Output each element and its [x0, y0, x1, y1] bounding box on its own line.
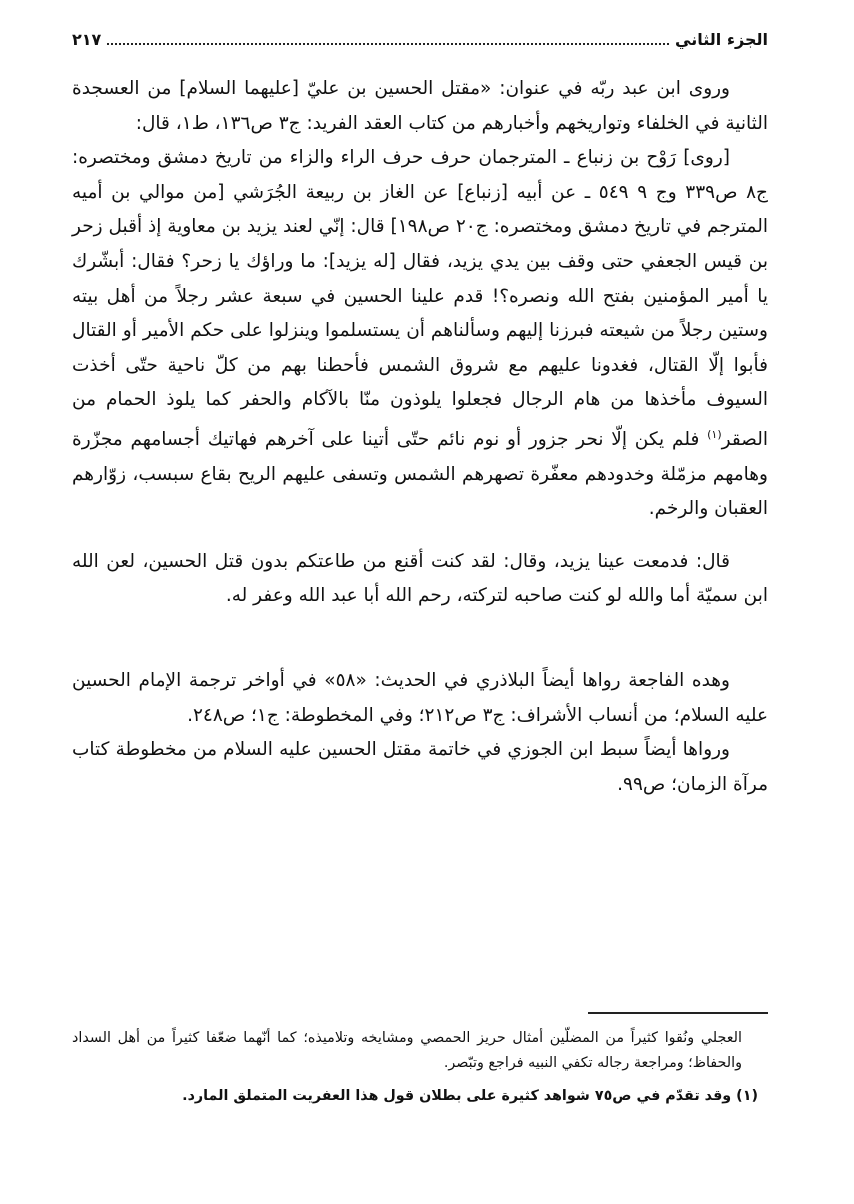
footnotes: [72, 1026, 758, 1109]
footnote-continued: العجلي ونُقوا كثيراً من المضلّين أمثال حريز الحمصي ومشايخه وتلاميذه؛ كما أنّهما ضعّفا كثيراً من أهل السداد والحفاظ؛ ومراجعة رجاله تكفي النبيه فراجع وتبّصر.: [72, 1030, 742, 1071]
paragraph-baladhuri: وهده الفاجعة رواها أيضاً البلاذري في الحديث: «٥٨» في أواخر ترجمة الإمام الحسين عليه السلام؛ من أنساب الأشراف: ج٣ ص٢١٢؛ وفي المخطوطة: ج١؛ ص٢٤٨.: [72, 670, 768, 726]
header-dot-leader: [107, 33, 669, 45]
footnote-separator: [588, 1012, 768, 1014]
paragraph-sibt: ورواها أيضاً سبط ابن الجوزي في خاتمة مقتل الحسين عليه السلام من مخطوطة كتاب مرآة الزمان؛ ص٩٩.: [72, 739, 768, 795]
paragraph-intro: وروى ابن عبد ربّه في عنوان: «مقتل الحسين بن عليّ [عليهما السلام] من العسجدة الثانية في الخلفاء وتواريخهم وأخبارهم من كتاب العقد الفريد: ج٣ ص١٣٦، ط١، قال:: [72, 78, 768, 134]
page-number: ٢١٧: [72, 29, 102, 49]
main-text: [72, 72, 768, 802]
paragraph-narration: [72, 141, 768, 527]
footnote-1-marker: (١): [736, 1088, 758, 1104]
running-header: [72, 24, 768, 54]
running-title: الجزء الثاني: [675, 29, 768, 49]
narration-text-continued: فلم يكن إلّا نحر جزور أو نوم نائم حتّى أتينا على آخرهم فهاتيك أجسامهم مجزّرة وهامهم مزمّلة وخدودهم معفّرة تصهرهم الشمس وتسفى عليهم الريح بقاع سبسب، زوّارهم العقبان والرخم.: [72, 429, 768, 520]
narration-text: [روى] رَوْح بن زنباع ـ المترجمان حرف حرف الراء والزاء من تاريخ دمشق ومختصره: ج٨ ص٣٣٩ وج ٩ ٥٤٩ ـ عن أبيه [زنباع] عن الغاز بن ربيعة الجُرَشي [من موالي بن أميه المترجم في تاريخ دمشق ومختصره: ج٢٠ ص١٩٨] قال: إنّي لعند يزيد بن معاوية إذ أقبل زحر بن قيس الجعفي حتى وقف بين يدي يزيد، فقال [له يزيد]: ما وراؤك يا زحر؟ فقال: أبشّرك يا أمير المؤمنين بفتح الله ونصره؟! قدم علينا الحسين في سبعة عشر رجلاً من أهل بيته وستين رجلاً من شيعته فبرزنا إليهم وسألناهم أن يستسلموا وينزلوا على حكم الأمير أو القتال فأبوا إلّا القتال، فغدونا عليهم مع شروق الشمس فأحطنا بهم من كلّ ناحية حتّى أخذت السيوف مأخذها من هام الرجال فجعلوا يلوذون منّا بالآكام والحفر كما يلوذ الحمام من الصقر: [72, 147, 768, 451]
footnote-reference[interactable]: (١): [707, 427, 722, 441]
footnote-1-text: وقد تقدّم في ص٧٥ شواهد كثيرة على بطلان قول هذا العفريت المتملق المارد.: [182, 1088, 737, 1104]
paragraph-yazid-reply: قال: فدمعت عينا يزيد، وقال: لقد كنت أقنع من طاعتكم بدون قتل الحسين، لعن الله ابن سميّة أما والله لو كنت صاحبه لتركته، رحم الله أبا عبد الله وعفر له.: [72, 550, 768, 607]
footnote-1: [72, 1084, 758, 1109]
